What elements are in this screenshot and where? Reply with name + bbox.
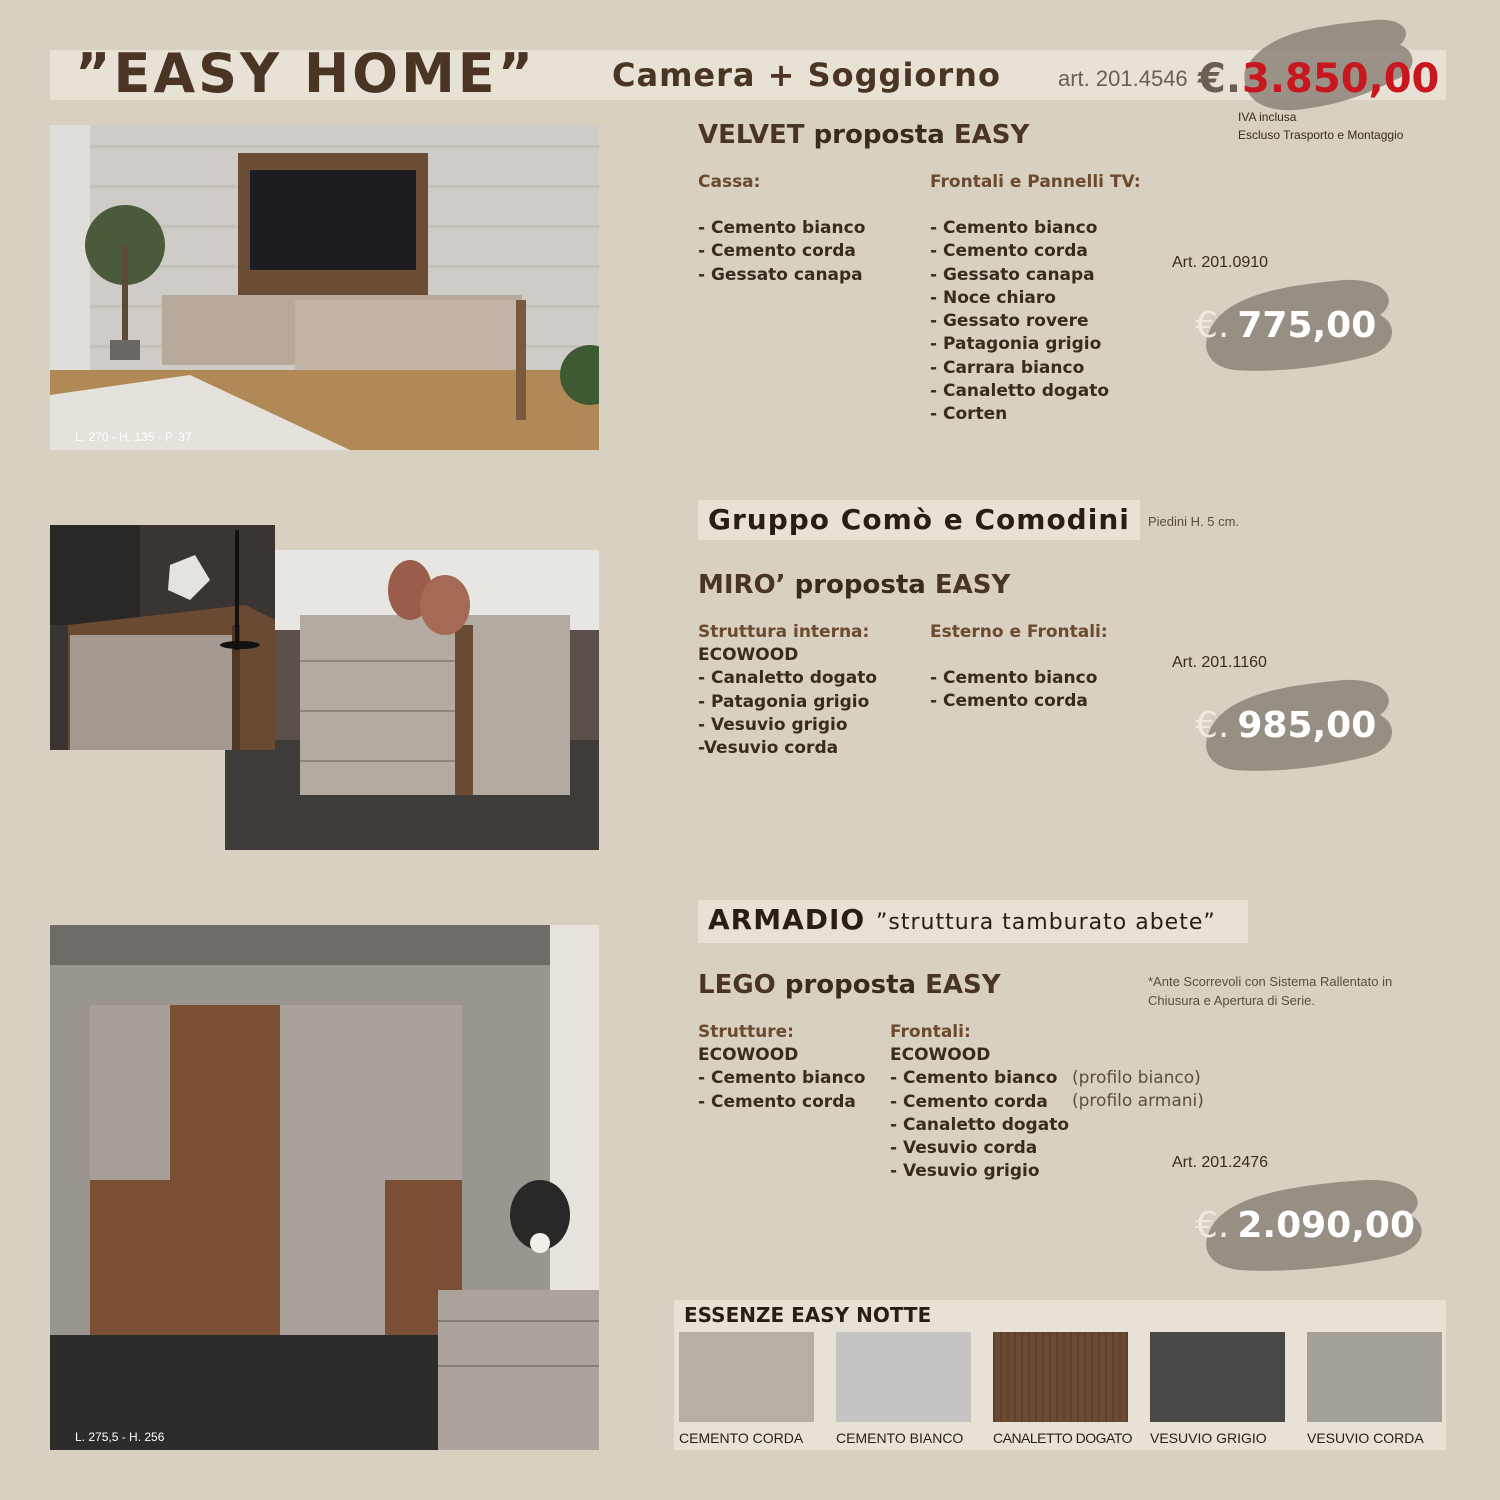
velvet-cassa-header: Cassa:: [698, 172, 761, 192]
lego-price: 2.090,00: [1237, 1204, 1416, 1246]
velvet-dimensions: L. 270 - H. 135 - P. 37: [75, 430, 192, 444]
velvet-title: VELVET proposta EASY: [698, 120, 1030, 150]
list-item: ECOWOOD: [698, 645, 799, 665]
list-item: - Canaletto dogato: [930, 381, 1109, 402]
list-item: - Cemento corda: [698, 1091, 856, 1112]
list-item: - Cemento corda: [930, 691, 1088, 712]
velvet-image: [50, 125, 599, 450]
header-art-code: art. 201.4546: [1058, 66, 1188, 91]
page-subtitle: Camera + Soggiorno: [612, 56, 1001, 94]
lego-euro-sign: €.: [1195, 1204, 1230, 1246]
miro-struttura-list: [698, 644, 877, 760]
miro-image-chest: [225, 550, 599, 850]
list-item: - Patagonia grigio: [930, 334, 1102, 355]
swatch-cemento-corda: [679, 1332, 814, 1446]
velvet-price-tag: [1195, 275, 1405, 375]
lego-strutture-list: [698, 1044, 865, 1114]
lego-profilo-armani: (profilo armani): [1072, 1091, 1204, 1111]
lego-dimensions: L. 275,5 - H. 256: [75, 1430, 165, 1444]
velvet-frontali-list: [930, 217, 1109, 427]
swatch-color: [1307, 1332, 1442, 1422]
swatch-label: VESUVIO GRIGIO: [1150, 1430, 1267, 1446]
swatch-cemento-bianco: [836, 1332, 971, 1446]
lego-frontali-header: Frontali:: [890, 1022, 971, 1042]
swatch-canaletto-dogato: [993, 1332, 1132, 1446]
header-price: 3.850,00: [1242, 56, 1440, 102]
list-item: - Gessato canapa: [698, 264, 863, 285]
lego-art-code: Art. 201.2476: [1172, 1154, 1269, 1171]
lego-profilo-bianco: (profilo bianco): [1072, 1068, 1201, 1088]
swatch-vesuvio-corda: [1307, 1332, 1442, 1446]
header-iva-note: IVA inclusa Escluso Trasporto e Montaggio: [1238, 110, 1404, 142]
miro-esterno-header: Esterno e Frontali:: [930, 622, 1108, 642]
list-item: - Cemento bianco: [930, 668, 1098, 688]
armadio-section-header: ARMADIO ”struttura tamburato abete”: [698, 900, 1248, 943]
velvet-art-code: Art. 201.0910: [1172, 254, 1269, 271]
swatch-label: CANALETTO DOGATO: [993, 1430, 1133, 1446]
list-item: - Cemento bianco: [698, 218, 866, 238]
list-item: - Corten: [930, 404, 1008, 425]
list-item: - Cemento corda: [890, 1091, 1048, 1112]
list-item: - Gessato rovere: [930, 311, 1089, 332]
lego-title: LEGO proposta EASY: [698, 970, 1001, 1000]
miro-title: MIRO’ proposta EASY: [698, 570, 1011, 600]
list-item: - Canaletto dogato: [698, 668, 877, 689]
velvet-price: 775,00: [1237, 304, 1377, 346]
list-item: - Noce chiaro: [930, 287, 1056, 308]
swatch-color: [1150, 1332, 1285, 1422]
miro-struttura-header: Struttura interna:: [698, 622, 870, 642]
swatch-label: CEMENTO BIANCO: [836, 1430, 964, 1446]
lego-frontali-list: [890, 1044, 1069, 1184]
list-item: - Vesuvio grigio: [698, 714, 848, 735]
swatch-label: CEMENTO CORDA: [679, 1430, 804, 1446]
list-item: - Canaletto dogato: [890, 1114, 1069, 1135]
lego-price-tag: [1195, 1175, 1435, 1275]
list-item: - Cemento bianco: [890, 1068, 1058, 1089]
miro-price: 985,00: [1237, 704, 1377, 746]
list-item: - Vesuvio grigio: [890, 1161, 1040, 1182]
list-item: - Patagonia grigio: [698, 691, 870, 712]
miro-esterno-list: [930, 667, 1097, 714]
velvet-euro-sign: €.: [1195, 304, 1230, 346]
list-item: ECOWOOD: [890, 1045, 991, 1065]
lego-strutture-header: Strutture:: [698, 1022, 794, 1042]
velvet-frontali-header: Frontali e Pannelli TV:: [930, 172, 1141, 192]
miro-art-code: Art. 201.1160: [1172, 654, 1267, 671]
list-item: -Vesuvio corda: [698, 738, 839, 759]
list-item: - Cemento bianco: [698, 1068, 866, 1089]
list-item: - Gessato canapa: [930, 264, 1095, 285]
list-item: - Cemento bianco: [930, 218, 1098, 238]
list-item: - Vesuvio corda: [890, 1138, 1038, 1159]
essenze-title: ESSENZE EASY NOTTE: [684, 1303, 932, 1327]
page-title: ”EASY HOME”: [75, 42, 537, 105]
miro-price-tag: [1195, 675, 1405, 775]
miro-image-nightstand: [50, 525, 275, 750]
gruppo-note: Piedini H. 5 cm.: [1148, 514, 1240, 529]
lego-note: *Ante Scorrevoli con Sistema Rallentato in Chiusura e Apertura di Serie.: [1148, 974, 1393, 1008]
swatch-vesuvio-grigio: [1150, 1332, 1285, 1446]
list-item: ECOWOOD: [698, 1045, 799, 1065]
swatch-color: [993, 1332, 1128, 1422]
swatch-label: VESUVIO CORDA: [1307, 1430, 1424, 1446]
velvet-cassa-list: [698, 217, 865, 287]
list-item: - Carrara bianco: [930, 357, 1085, 378]
list-item: - Cemento corda: [698, 241, 856, 262]
gruppo-section-header: Gruppo Comò e Comodini: [698, 500, 1140, 540]
swatch-color: [836, 1332, 971, 1422]
lego-image: [50, 925, 599, 1450]
miro-euro-sign: €.: [1195, 704, 1230, 746]
list-item: - Cemento corda: [930, 241, 1088, 262]
header-euro-sign: €.: [1198, 56, 1242, 102]
swatch-color: [679, 1332, 814, 1422]
